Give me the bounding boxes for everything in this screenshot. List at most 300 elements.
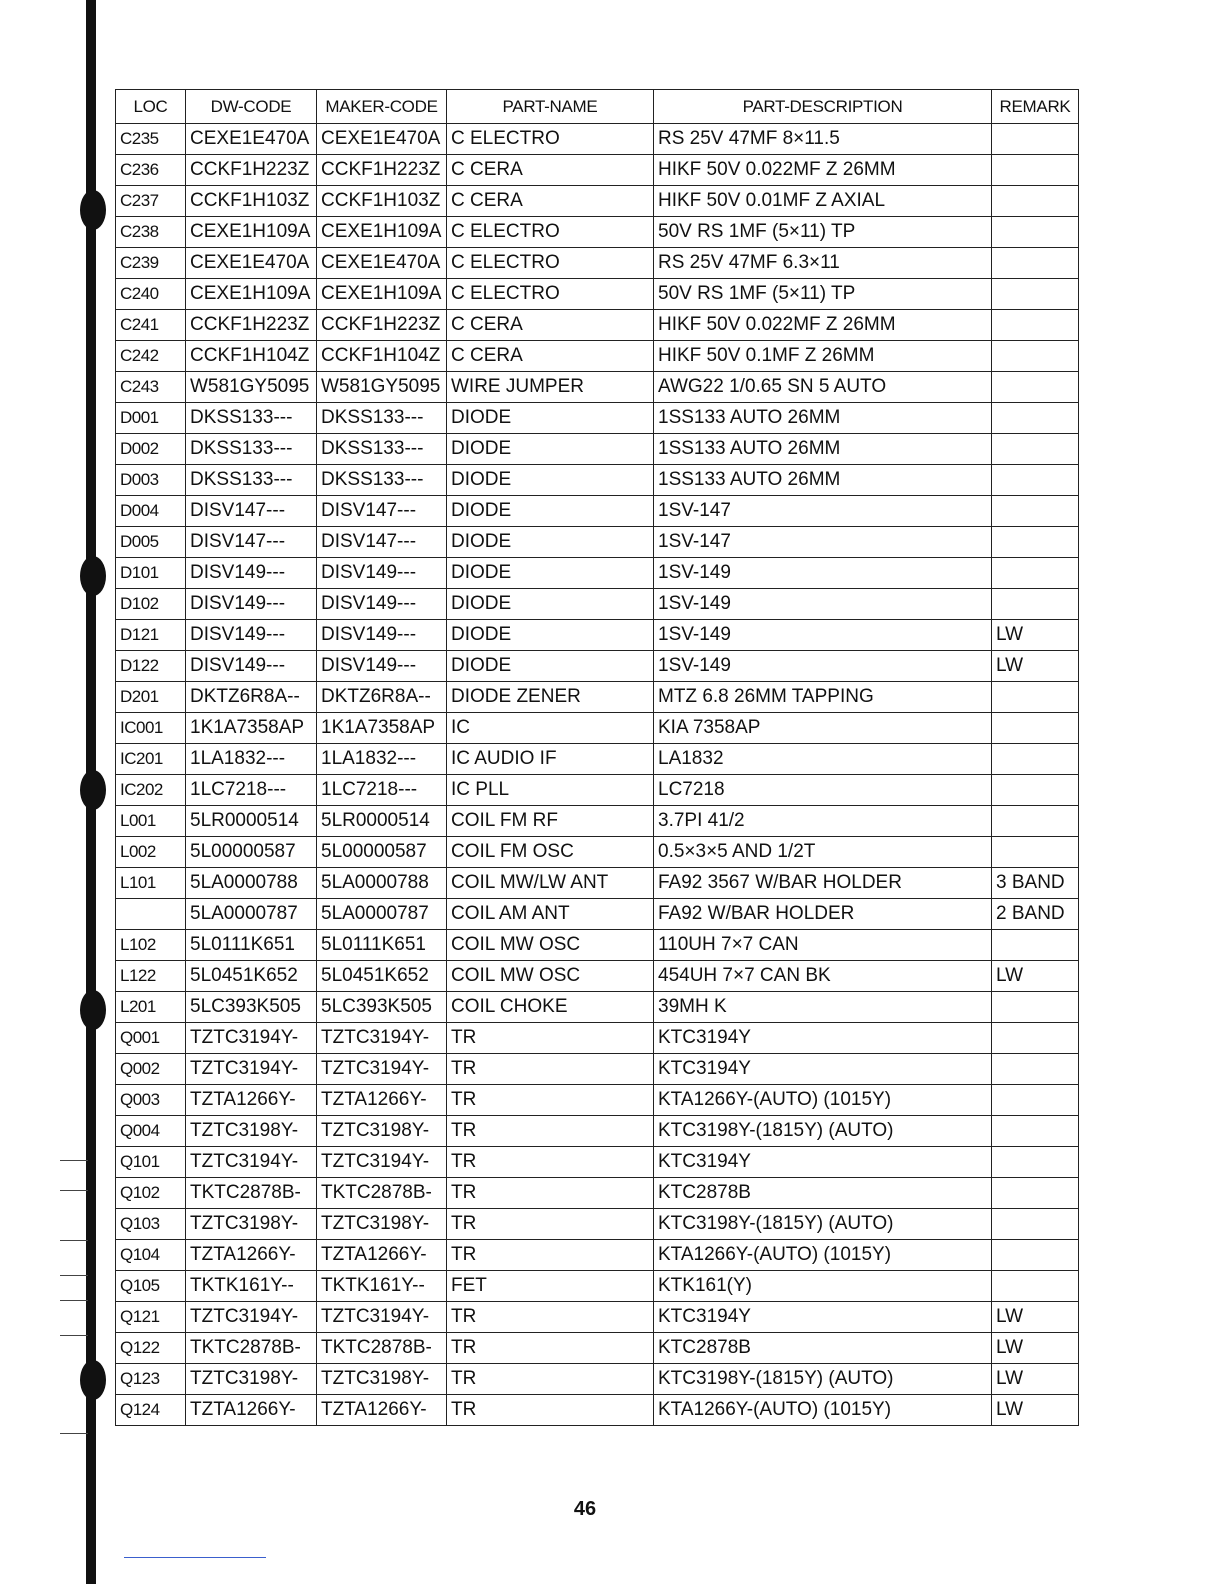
cell-loc: D004 bbox=[116, 496, 186, 527]
cell-dw-code: 1LC7218--- bbox=[186, 775, 317, 806]
cell-part-description: 1SV-147 bbox=[654, 496, 992, 527]
cell-loc: L101 bbox=[116, 868, 186, 899]
cell-loc: D201 bbox=[116, 682, 186, 713]
cell-dw-code: TZTA1266Y- bbox=[186, 1240, 317, 1271]
cell-dw-code: TZTC3194Y- bbox=[186, 1023, 317, 1054]
table-row bbox=[116, 248, 1079, 279]
cell-maker-code: 5L0111K651 bbox=[317, 930, 447, 961]
table-row bbox=[116, 713, 1079, 744]
cell-dw-code: DISV149--- bbox=[186, 620, 317, 651]
cell-dw-code: 5L0111K651 bbox=[186, 930, 317, 961]
cell-part-description: 1SV-147 bbox=[654, 527, 992, 558]
cell-remark bbox=[992, 310, 1079, 341]
cell-part-name: DIODE bbox=[447, 527, 654, 558]
binding-hole bbox=[80, 190, 106, 230]
table-row bbox=[116, 899, 1079, 930]
cell-part-description: FA92 3567 W/BAR HOLDER bbox=[654, 868, 992, 899]
cell-maker-code: 5LA0000787 bbox=[317, 899, 447, 930]
cell-loc: Q104 bbox=[116, 1240, 186, 1271]
page-number: 46 bbox=[573, 1498, 597, 1520]
cell-maker-code: TKTC2878B- bbox=[317, 1178, 447, 1209]
table-row bbox=[116, 868, 1079, 899]
cell-maker-code: TZTC3198Y- bbox=[317, 1209, 447, 1240]
cell-maker-code: 1K1A7358AP bbox=[317, 713, 447, 744]
table-row bbox=[116, 1364, 1079, 1395]
cell-remark bbox=[992, 1240, 1079, 1271]
cell-maker-code: 5LR0000514 bbox=[317, 806, 447, 837]
cell-dw-code: CCKF1H223Z bbox=[186, 310, 317, 341]
cell-remark bbox=[992, 589, 1079, 620]
table-row bbox=[116, 372, 1079, 403]
cell-dw-code: DISV147--- bbox=[186, 496, 317, 527]
cell-part-description: 1SS133 AUTO 26MM bbox=[654, 465, 992, 496]
table-row bbox=[116, 806, 1079, 837]
table-row bbox=[116, 1333, 1079, 1364]
cell-remark bbox=[992, 403, 1079, 434]
table-row bbox=[116, 527, 1079, 558]
cell-remark: LW bbox=[992, 1364, 1079, 1395]
margin-tick bbox=[60, 1300, 88, 1301]
cell-dw-code: DKSS133--- bbox=[186, 434, 317, 465]
cell-maker-code: 1LA1832--- bbox=[317, 744, 447, 775]
cell-part-name: COIL FM RF bbox=[447, 806, 654, 837]
cell-part-name: COIL MW OSC bbox=[447, 961, 654, 992]
cell-part-description: KTC3198Y-(1815Y) (AUTO) bbox=[654, 1364, 992, 1395]
cell-maker-code: DKSS133--- bbox=[317, 434, 447, 465]
table-row bbox=[116, 589, 1079, 620]
cell-part-description: HIKF 50V 0.01MF Z AXIAL bbox=[654, 186, 992, 217]
cell-loc: Q004 bbox=[116, 1116, 186, 1147]
cell-part-description: 1SV-149 bbox=[654, 651, 992, 682]
table-row bbox=[116, 682, 1079, 713]
cell-part-description: LA1832 bbox=[654, 744, 992, 775]
cell-remark: LW bbox=[992, 620, 1079, 651]
cell-maker-code: DISV147--- bbox=[317, 496, 447, 527]
cell-part-name: TR bbox=[447, 1054, 654, 1085]
table-row bbox=[116, 651, 1079, 682]
cell-loc: Q001 bbox=[116, 1023, 186, 1054]
cell-dw-code: 1K1A7358AP bbox=[186, 713, 317, 744]
cell-loc: L002 bbox=[116, 837, 186, 868]
binding-hole bbox=[80, 556, 106, 596]
cell-dw-code: TZTC3194Y- bbox=[186, 1054, 317, 1085]
cell-part-name: C ELECTRO bbox=[447, 248, 654, 279]
table-row bbox=[116, 217, 1079, 248]
cell-part-name: TR bbox=[447, 1085, 654, 1116]
cell-dw-code: TZTA1266Y- bbox=[186, 1085, 317, 1116]
cell-dw-code: TZTA1266Y- bbox=[186, 1395, 317, 1426]
cell-maker-code: DISV149--- bbox=[317, 589, 447, 620]
cell-remark: LW bbox=[992, 961, 1079, 992]
cell-maker-code: DKTZ6R8A-- bbox=[317, 682, 447, 713]
cell-maker-code: TZTC3194Y- bbox=[317, 1054, 447, 1085]
cell-remark bbox=[992, 372, 1079, 403]
cell-remark bbox=[992, 1178, 1079, 1209]
cell-loc: Q101 bbox=[116, 1147, 186, 1178]
cell-part-description: 0.5×3×5 AND 1/2T bbox=[654, 837, 992, 868]
cell-part-description: KTC3194Y bbox=[654, 1023, 992, 1054]
cell-dw-code: CCKF1H223Z bbox=[186, 155, 317, 186]
cell-maker-code: CEXE1H109A bbox=[317, 279, 447, 310]
cell-loc: D005 bbox=[116, 527, 186, 558]
cell-part-name: WIRE JUMPER bbox=[447, 372, 654, 403]
cell-part-name: IC PLL bbox=[447, 775, 654, 806]
cell-part-description: KTC3194Y bbox=[654, 1147, 992, 1178]
cell-part-name: TR bbox=[447, 1178, 654, 1209]
cell-remark bbox=[992, 837, 1079, 868]
cell-remark bbox=[992, 1271, 1079, 1302]
cell-dw-code: 5LA0000787 bbox=[186, 899, 317, 930]
cell-remark bbox=[992, 806, 1079, 837]
cell-maker-code: CCKF1H223Z bbox=[317, 310, 447, 341]
cell-maker-code: TZTA1266Y- bbox=[317, 1240, 447, 1271]
table-row bbox=[116, 1054, 1079, 1085]
cell-remark bbox=[992, 124, 1079, 155]
cell-part-description: KTK161(Y) bbox=[654, 1271, 992, 1302]
cell-dw-code: TZTC3198Y- bbox=[186, 1364, 317, 1395]
cell-maker-code: TZTC3194Y- bbox=[317, 1147, 447, 1178]
cell-part-name: TR bbox=[447, 1364, 654, 1395]
cell-dw-code: DISV147--- bbox=[186, 527, 317, 558]
cell-remark bbox=[992, 279, 1079, 310]
cell-part-description: KTC3194Y bbox=[654, 1054, 992, 1085]
cell-part-name: COIL CHOKE bbox=[447, 992, 654, 1023]
cell-loc: Q122 bbox=[116, 1333, 186, 1364]
cell-part-description: HIKF 50V 0.1MF Z 26MM bbox=[654, 341, 992, 372]
cell-maker-code: 5LA0000788 bbox=[317, 868, 447, 899]
cell-dw-code: DISV149--- bbox=[186, 651, 317, 682]
column-header-part-description: PART-DESCRIPTION bbox=[654, 90, 992, 124]
table-row bbox=[116, 434, 1079, 465]
cell-dw-code: CCKF1H103Z bbox=[186, 186, 317, 217]
table-row bbox=[116, 186, 1079, 217]
cell-dw-code: DKTZ6R8A-- bbox=[186, 682, 317, 713]
cell-loc: D003 bbox=[116, 465, 186, 496]
cell-maker-code: TZTA1266Y- bbox=[317, 1395, 447, 1426]
column-header-maker-code: MAKER-CODE bbox=[317, 90, 447, 124]
cell-maker-code: TKTK161Y-- bbox=[317, 1271, 447, 1302]
cell-part-name: DIODE bbox=[447, 465, 654, 496]
cell-maker-code: TKTC2878B- bbox=[317, 1333, 447, 1364]
cell-maker-code: CEXE1E470A bbox=[317, 248, 447, 279]
cell-loc: IC201 bbox=[116, 744, 186, 775]
table-row bbox=[116, 341, 1079, 372]
cell-maker-code: CCKF1H223Z bbox=[317, 155, 447, 186]
cell-part-name: DIODE ZENER bbox=[447, 682, 654, 713]
margin-tick bbox=[60, 1433, 88, 1434]
cell-remark: 3 BAND bbox=[992, 868, 1079, 899]
parts-list-table bbox=[115, 89, 1079, 1426]
cell-part-name: COIL AM ANT bbox=[447, 899, 654, 930]
cell-part-name: DIODE bbox=[447, 434, 654, 465]
cell-remark: LW bbox=[992, 1333, 1079, 1364]
cell-loc: Q102 bbox=[116, 1178, 186, 1209]
cell-dw-code: 1LA1832--- bbox=[186, 744, 317, 775]
cell-dw-code: TZTC3194Y- bbox=[186, 1302, 317, 1333]
table-row bbox=[116, 1116, 1079, 1147]
table-row bbox=[116, 961, 1079, 992]
cell-part-description: KIA 7358AP bbox=[654, 713, 992, 744]
cell-maker-code: TZTC3194Y- bbox=[317, 1023, 447, 1054]
cell-loc: D102 bbox=[116, 589, 186, 620]
cell-loc: C243 bbox=[116, 372, 186, 403]
cell-maker-code: DISV147--- bbox=[317, 527, 447, 558]
cell-part-description: MTZ 6.8 26MM TAPPING bbox=[654, 682, 992, 713]
cell-loc: Q003 bbox=[116, 1085, 186, 1116]
cell-part-description: 1SV-149 bbox=[654, 558, 992, 589]
table-row bbox=[116, 1023, 1079, 1054]
cell-maker-code: W581GY5095 bbox=[317, 372, 447, 403]
cell-maker-code: DISV149--- bbox=[317, 620, 447, 651]
cell-dw-code: W581GY5095 bbox=[186, 372, 317, 403]
cell-part-description: HIKF 50V 0.022MF Z 26MM bbox=[654, 310, 992, 341]
parts-table-body bbox=[116, 124, 1079, 1426]
cell-remark bbox=[992, 775, 1079, 806]
cell-loc: Q121 bbox=[116, 1302, 186, 1333]
cell-loc: IC202 bbox=[116, 775, 186, 806]
cell-loc: C237 bbox=[116, 186, 186, 217]
margin-tick bbox=[60, 1275, 88, 1276]
cell-dw-code: DKSS133--- bbox=[186, 403, 317, 434]
cell-part-description: KTA1266Y-(AUTO) (1015Y) bbox=[654, 1395, 992, 1426]
cell-loc: D002 bbox=[116, 434, 186, 465]
column-header-part-name: PART-NAME bbox=[447, 90, 654, 124]
table-row bbox=[116, 1085, 1079, 1116]
cell-part-description: RS 25V 47MF 8×11.5 bbox=[654, 124, 992, 155]
table-row bbox=[116, 1178, 1079, 1209]
cell-dw-code: TZTC3198Y- bbox=[186, 1209, 317, 1240]
cell-maker-code: TZTC3198Y- bbox=[317, 1364, 447, 1395]
cell-loc: Q124 bbox=[116, 1395, 186, 1426]
cell-remark: 2 BAND bbox=[992, 899, 1079, 930]
cell-maker-code: TZTC3198Y- bbox=[317, 1116, 447, 1147]
cell-maker-code: 5L00000587 bbox=[317, 837, 447, 868]
cell-remark bbox=[992, 1054, 1079, 1085]
cell-dw-code: CEXE1E470A bbox=[186, 124, 317, 155]
cell-part-name: IC AUDIO IF bbox=[447, 744, 654, 775]
cell-part-description: 50V RS 1MF (5×11) TP bbox=[654, 279, 992, 310]
margin-tick bbox=[60, 1335, 88, 1336]
cell-dw-code: 5L0451K652 bbox=[186, 961, 317, 992]
cell-part-description: KTC3194Y bbox=[654, 1302, 992, 1333]
cell-remark bbox=[992, 248, 1079, 279]
cell-dw-code: CEXE1E470A bbox=[186, 248, 317, 279]
cell-loc: IC001 bbox=[116, 713, 186, 744]
table-row bbox=[116, 620, 1079, 651]
table-row bbox=[116, 124, 1079, 155]
cell-part-description: AWG22 1/0.65 SN 5 AUTO bbox=[654, 372, 992, 403]
cell-part-name: IC bbox=[447, 713, 654, 744]
cell-part-description: 1SS133 AUTO 26MM bbox=[654, 434, 992, 465]
cell-part-description: KTC3198Y-(1815Y) (AUTO) bbox=[654, 1116, 992, 1147]
cell-remark bbox=[992, 465, 1079, 496]
cell-loc: L001 bbox=[116, 806, 186, 837]
cell-part-description: 3.7PI 41/2 bbox=[654, 806, 992, 837]
cell-remark bbox=[992, 341, 1079, 372]
table-row bbox=[116, 558, 1079, 589]
cell-loc: Q103 bbox=[116, 1209, 186, 1240]
table-row bbox=[116, 930, 1079, 961]
cell-part-description: 39MH K bbox=[654, 992, 992, 1023]
cell-maker-code: CCKF1H103Z bbox=[317, 186, 447, 217]
cell-remark bbox=[992, 682, 1079, 713]
cell-maker-code: DKSS133--- bbox=[317, 465, 447, 496]
cell-part-description: HIKF 50V 0.022MF Z 26MM bbox=[654, 155, 992, 186]
cell-loc: D001 bbox=[116, 403, 186, 434]
cell-loc: C242 bbox=[116, 341, 186, 372]
cell-remark bbox=[992, 527, 1079, 558]
cell-maker-code: CEXE1E470A bbox=[317, 124, 447, 155]
cell-loc: Q123 bbox=[116, 1364, 186, 1395]
table-row bbox=[116, 155, 1079, 186]
cell-dw-code: DISV149--- bbox=[186, 589, 317, 620]
column-header-dw-code: DW-CODE bbox=[186, 90, 317, 124]
column-header-loc: LOC bbox=[116, 90, 186, 124]
cell-part-name: C ELECTRO bbox=[447, 279, 654, 310]
cell-maker-code: TZTA1266Y- bbox=[317, 1085, 447, 1116]
cell-part-name: TR bbox=[447, 1023, 654, 1054]
cell-dw-code: TKTC2878B- bbox=[186, 1178, 317, 1209]
table-row bbox=[116, 310, 1079, 341]
cell-loc: C239 bbox=[116, 248, 186, 279]
cell-part-name: C CERA bbox=[447, 341, 654, 372]
cell-maker-code: CCKF1H104Z bbox=[317, 341, 447, 372]
cell-remark: LW bbox=[992, 651, 1079, 682]
table-row bbox=[116, 496, 1079, 527]
cell-dw-code: CCKF1H104Z bbox=[186, 341, 317, 372]
cell-dw-code: CEXE1H109A bbox=[186, 217, 317, 248]
table-row bbox=[116, 837, 1079, 868]
table-row bbox=[116, 1209, 1079, 1240]
cell-part-description: 1SS133 AUTO 26MM bbox=[654, 403, 992, 434]
cell-part-description: RS 25V 47MF 6.3×11 bbox=[654, 248, 992, 279]
cell-loc: L122 bbox=[116, 961, 186, 992]
cell-loc: C236 bbox=[116, 155, 186, 186]
cell-part-name: DIODE bbox=[447, 651, 654, 682]
cell-remark bbox=[992, 1209, 1079, 1240]
table-row bbox=[116, 465, 1079, 496]
cell-dw-code: 5L00000587 bbox=[186, 837, 317, 868]
cell-maker-code: 5L0451K652 bbox=[317, 961, 447, 992]
cell-remark bbox=[992, 1023, 1079, 1054]
cell-loc: L201 bbox=[116, 992, 186, 1023]
cell-remark bbox=[992, 744, 1079, 775]
table-row bbox=[116, 1302, 1079, 1333]
cell-remark bbox=[992, 1116, 1079, 1147]
cell-remark bbox=[992, 217, 1079, 248]
cell-loc: D122 bbox=[116, 651, 186, 682]
cell-maker-code: CEXE1H109A bbox=[317, 217, 447, 248]
cell-loc: D101 bbox=[116, 558, 186, 589]
table-row bbox=[116, 279, 1079, 310]
table-header-row bbox=[116, 90, 1079, 124]
cell-dw-code: TKTK161Y-- bbox=[186, 1271, 317, 1302]
cell-part-description: KTC3198Y-(1815Y) (AUTO) bbox=[654, 1209, 992, 1240]
cell-part-description: KTC2878B bbox=[654, 1333, 992, 1364]
binding-hole bbox=[80, 1360, 106, 1400]
cell-part-description: 1SV-149 bbox=[654, 620, 992, 651]
margin-tick bbox=[60, 1160, 88, 1161]
cell-loc: C240 bbox=[116, 279, 186, 310]
cell-loc: Q002 bbox=[116, 1054, 186, 1085]
cell-part-description: 1SV-149 bbox=[654, 589, 992, 620]
cell-part-name: TR bbox=[447, 1240, 654, 1271]
table-row bbox=[116, 1240, 1079, 1271]
cell-loc: C241 bbox=[116, 310, 186, 341]
cell-remark bbox=[992, 992, 1079, 1023]
cell-dw-code: TZTC3198Y- bbox=[186, 1116, 317, 1147]
cell-part-description: FA92 W/BAR HOLDER bbox=[654, 899, 992, 930]
column-header-remark: REMARK bbox=[992, 90, 1079, 124]
cell-maker-code: DISV149--- bbox=[317, 558, 447, 589]
cell-loc: D121 bbox=[116, 620, 186, 651]
cell-part-name: TR bbox=[447, 1395, 654, 1426]
margin-tick bbox=[60, 1240, 88, 1241]
cell-part-name: TR bbox=[447, 1302, 654, 1333]
cell-maker-code: DISV149--- bbox=[317, 651, 447, 682]
cell-remark bbox=[992, 1147, 1079, 1178]
cell-part-name: C CERA bbox=[447, 155, 654, 186]
cell-part-description: KTC2878B bbox=[654, 1178, 992, 1209]
cell-part-name: DIODE bbox=[447, 558, 654, 589]
cell-dw-code: DISV149--- bbox=[186, 558, 317, 589]
cell-part-name: C ELECTRO bbox=[447, 124, 654, 155]
cell-loc: Q105 bbox=[116, 1271, 186, 1302]
cell-remark: LW bbox=[992, 1302, 1079, 1333]
binding-hole bbox=[80, 770, 106, 810]
cell-part-description: 110UH 7×7 CAN bbox=[654, 930, 992, 961]
table-row bbox=[116, 1147, 1079, 1178]
cell-part-name: DIODE bbox=[447, 403, 654, 434]
cell-maker-code: 1LC7218--- bbox=[317, 775, 447, 806]
cell-loc: C235 bbox=[116, 124, 186, 155]
table-row bbox=[116, 992, 1079, 1023]
cell-part-name: COIL FM OSC bbox=[447, 837, 654, 868]
cell-dw-code: DKSS133--- bbox=[186, 465, 317, 496]
cell-remark bbox=[992, 930, 1079, 961]
cell-part-name: TR bbox=[447, 1147, 654, 1178]
cell-part-description: LC7218 bbox=[654, 775, 992, 806]
cell-part-description: 50V RS 1MF (5×11) TP bbox=[654, 217, 992, 248]
cell-part-name: DIODE bbox=[447, 620, 654, 651]
cell-remark bbox=[992, 155, 1079, 186]
cell-remark bbox=[992, 434, 1079, 465]
cell-part-name: DIODE bbox=[447, 589, 654, 620]
margin-tick bbox=[60, 1190, 88, 1191]
cell-part-name: TR bbox=[447, 1116, 654, 1147]
cell-dw-code: TZTC3194Y- bbox=[186, 1147, 317, 1178]
binding-hole bbox=[80, 990, 106, 1030]
cell-part-name: FET bbox=[447, 1271, 654, 1302]
cell-dw-code: 5LR0000514 bbox=[186, 806, 317, 837]
footer-rule bbox=[124, 1557, 266, 1558]
cell-part-name: C CERA bbox=[447, 310, 654, 341]
table-row bbox=[116, 1271, 1079, 1302]
cell-remark: LW bbox=[992, 1395, 1079, 1426]
table-row bbox=[116, 775, 1079, 806]
table-row bbox=[116, 1395, 1079, 1426]
table-row bbox=[116, 744, 1079, 775]
cell-part-name: TR bbox=[447, 1209, 654, 1240]
cell-part-name: DIODE bbox=[447, 496, 654, 527]
cell-loc bbox=[116, 899, 186, 930]
cell-remark bbox=[992, 186, 1079, 217]
cell-part-name: COIL MW/LW ANT bbox=[447, 868, 654, 899]
cell-remark bbox=[992, 713, 1079, 744]
cell-maker-code: 5LC393K505 bbox=[317, 992, 447, 1023]
cell-part-name: C ELECTRO bbox=[447, 217, 654, 248]
cell-part-name: COIL MW OSC bbox=[447, 930, 654, 961]
